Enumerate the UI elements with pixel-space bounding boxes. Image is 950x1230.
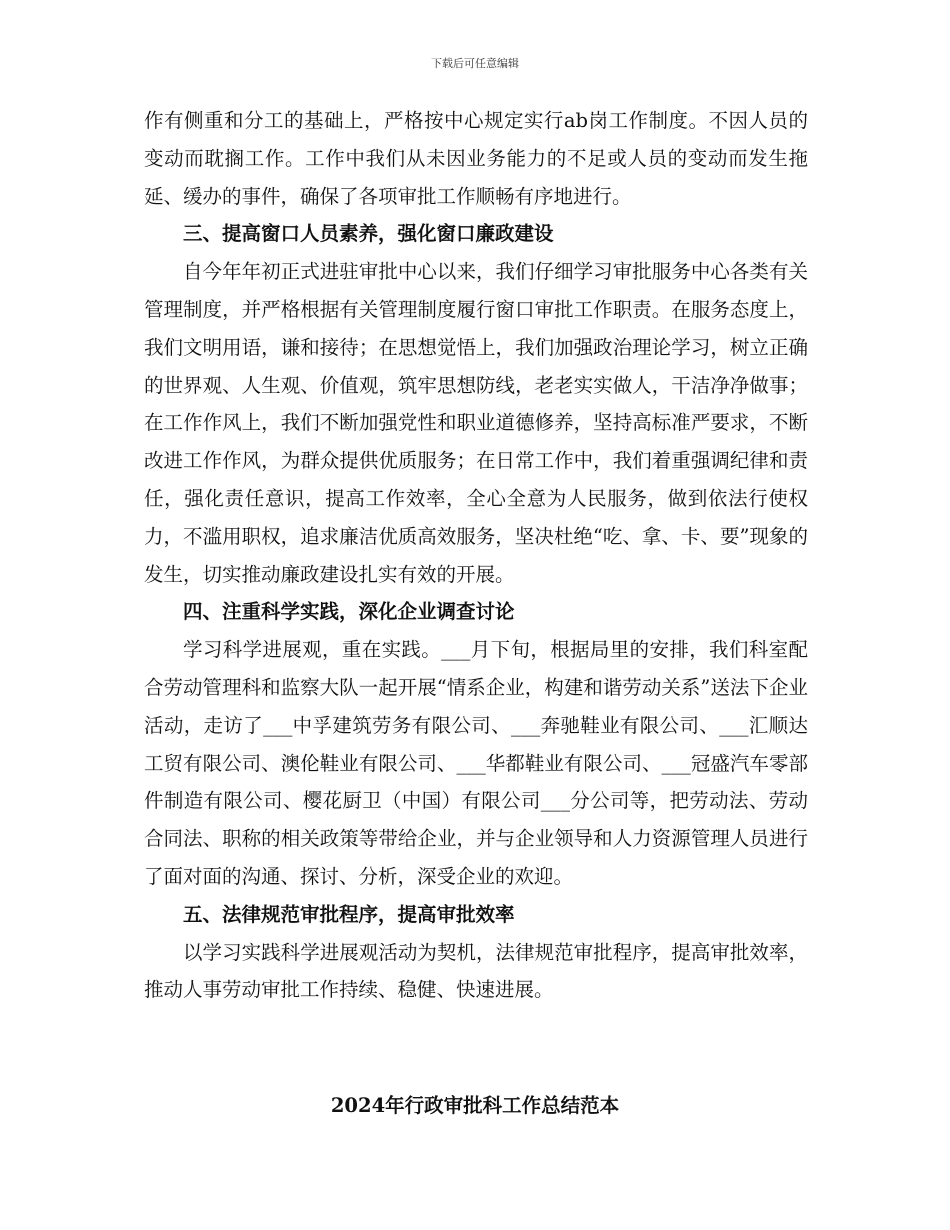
section-heading-3: 三、提高窗口人员素养，强化窗口廉政建设 <box>183 222 554 246</box>
document-body <box>144 102 808 1009</box>
paragraph-approval-efficiency: 以学习实践科学进展观活动为契机，法律规范审批程序，提高审批效率，推动人事劳动审批工作持续、稳健、快速进展。 <box>144 940 808 1002</box>
paragraph-enterprise-research: 学习科学进展观，重在实践。___月下旬，根据局里的安排，我们科室配合劳动管理科和监察大队一起开展“情系企业，构建和谐劳动关系”送法下企业活动，走访了___中孚建筑劳务有限公司、___奔驰鞋业有限公司、___汇顺达工贸有限公司、澳伦鞋业有限公司、___华都鞋业有限公司、___冠盛汽车零部件制造有限公司、樱花厨卫（中国）有限公司___分公司等，把劳动法、劳动合同法、职称的相关政策等带给企业，并与企业领导和人力资源管理人员进行了面对面的沟通、探讨、分析，深受企业的欢迎。 <box>144 638 808 888</box>
next-document-title: 2024年行政审批科工作总结范本 <box>330 1094 620 1117</box>
page-header-note: 下载后可任意编辑 <box>431 57 519 70</box>
paragraph-continuation: 作有侧重和分工的基础上，严格按中心规定实行ab岗工作制度。不因人员的变动而耽搁工作。工作中我们从未因业务能力的不足或人员的变动而发生拖延、缓办的事件，确保了各项审批工作顺畅有序地进行。 <box>144 109 808 208</box>
paragraph-window-integrity: 自今年年初正式进驻审批中心以来，我们仔细学习审批服务中心各类有关管理制度，并严格根据有关管理制度履行窗口审批工作职责。在服务态度上，我们文明用语，谦和接待；在思想觉悟上，我们加强政治理论学习，树立正确的世界观、人生观、价值观，筑牢思想防线，老老实实做人，干洁净净做事；在工作作风上，我们不断加强党性和职业道德修养，坚持高标准严要求，不断改进工作作风，为群众提供优质服务；在日常工作中，我们着重强调纪律和责任，强化责任意识，提高工作效率，全心全意为人民服务，做到依法行使权力，不滥用职权，追求廉洁优质高效服务，坚决杜绝“吃、拿、卡、要”现象的发生，切实推动廉政建设扎实有效的开展。 <box>144 260 808 586</box>
section-heading-4: 四、注重科学实践，深化企业调查讨论 <box>183 600 515 624</box>
section-heading-5: 五、法律规范审批程序，提高审批效率 <box>183 902 515 926</box>
